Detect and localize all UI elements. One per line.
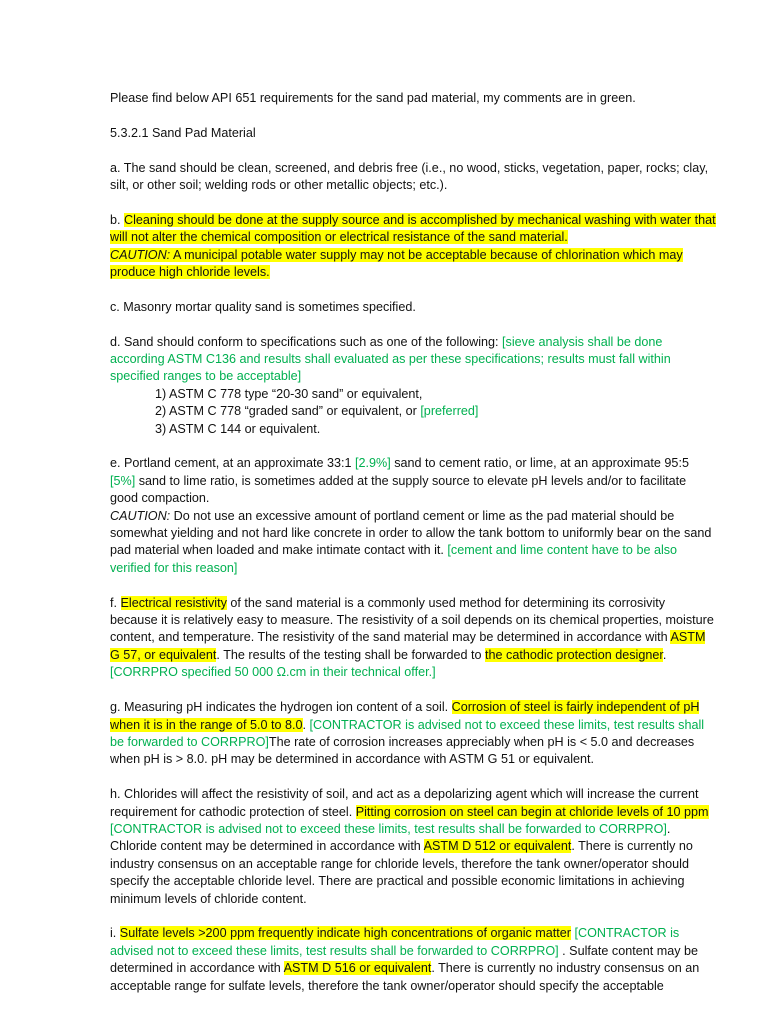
item-d-3: 3) ASTM C 144 or equivalent.: [155, 421, 321, 436]
item-d-text: d. Sand should conform to specifications such as one of the following:: [110, 334, 503, 349]
item-g-highlight: Corrosion of steel is fairly independent of pH when it is in the range of 5.0 to 8.0: [110, 700, 700, 732]
item-e-text-1: e. Portland cement, at an approximate 33:1: [110, 456, 356, 471]
item-f-text-2: . The results of the testing shall be forwarded to: [216, 647, 486, 662]
item-f-highlight-3: the cathodic protection designer: [485, 647, 663, 662]
item-f-highlight-2: ASTM G 57, or equivalent: [110, 630, 706, 662]
item-d: [110, 334, 716, 386]
item-g: [110, 699, 716, 769]
item-h-text-4: . There is currently no industry consensus on an acceptable range for chloride levels, therefore the tank owner/operator should specify the acceptable chloride level. There are practical and possible economic limitations in achieving minimum levels of chloride content.: [110, 839, 693, 906]
intro-paragraph: Please find below API 651 requirements for the sand pad material, my comments are in green.: [110, 91, 636, 105]
item-d-2: [110, 403, 716, 420]
item-i-highlight-1: Sulfate levels >200 ppm frequently indicate high concentrations of organic matter: [119, 926, 571, 941]
item-i-highlight-2: ASTM D 516 or equivalent: [283, 961, 432, 976]
item-f-prefix: f.: [110, 595, 121, 610]
item-i-text-2: . Sulfate content may be determined in accordance with: [110, 943, 698, 976]
item-f: [110, 595, 716, 682]
item-h-text-1: h. Chlorides will affect the resistivity of soil, and act as a depolarizing agent which will increase the current requirement for cathodic protection of steel.: [110, 787, 699, 819]
item-h-comment: [CONTRACTOR is advised not to exceed these limits, test results shall be forwarded to CORRPRO]: [110, 821, 667, 836]
caution-label: CAUTION:: [110, 508, 171, 523]
item-e-comment-1: [2.9%]: [355, 456, 391, 471]
item-i-comment: [CONTRACTOR is advised not to exceed these limits, test results shall be forwarded to CORRPRO]: [110, 926, 680, 958]
item-h-highlight-2: ASTM D 512 or equivalent: [423, 839, 572, 854]
item-f-comment: [CORRPRO specified 50 000 Ω.cm in their technical offer.]: [110, 665, 436, 680]
item-g-text-1: g. Measuring pH indicates the hydrogen ion content of a soil.: [110, 700, 452, 715]
caution-text: Do not use an excessive amount of portland cement or lime as the pad material should be somewhat yielding and not hard like concrete in order to allow the tank bottom to uniformly bear on the sand pad material when loaded and make intimate contact with it.: [110, 508, 712, 558]
item-g-comment: [CONTRACTOR is advised not to exceed these limits, test results shall be forwarded to CORRPRO]: [110, 717, 705, 749]
item-d-1: 1) ASTM C 778 type “20-30 sand” or equivalent,: [155, 386, 423, 401]
item-h-highlight-1: Pitting corrosion on steel can begin at chloride levels of 10 ppm: [355, 804, 709, 819]
item-g-text-2: .: [302, 717, 310, 732]
item-i: [110, 925, 716, 995]
item-d-2-text: 2) ASTM C 778 “graded sand” or equivalent, or: [155, 404, 421, 419]
item-f-text-1: of the sand material is a commonly used method for determining its corrosivity because it is relatively easy to measure. The resistivity of a soil depends on its chemical properties, moisture content, and temperature. The resistivity of the sand material may be determined in accordance with: [110, 595, 714, 645]
document-page: [110, 90, 716, 995]
caution-text: A municipal potable water supply may not be acceptable because of chlorination which may produce high chloride levels.: [110, 247, 683, 280]
item-c: c. Masonry mortar quality sand is sometimes specified.: [110, 299, 416, 314]
item-e-text-2: sand to cement ratio, or lime, at an approximate 95:5: [390, 456, 689, 471]
item-g-text-3: The rate of corrosion increases appreciably when pH is < 5.0 and decreases when pH is > 8.0. pH may be determined in accordance with ASTM G 51 or equivalent.: [110, 734, 695, 767]
item-a: a. The sand should be clean, screened, and debris free (i.e., no wood, sticks, vegetation, paper, rocks; clay, silt, or other soil; welding rods or other metallic objects; etc.).: [110, 160, 709, 192]
item-e-text-3: sand to lime ratio, is sometimes added at the supply source to elevate pH levels and/or to facilitate good compaction.: [110, 473, 687, 506]
item-e-caution: [110, 508, 716, 578]
item-e-caution-comment: [cement and lime content have to be also verified for this reason]: [110, 543, 678, 575]
item-d-comment: [sieve analysis shall be done according ASTM C136 and results shall evaluated as per these specifications; results must fall within specified ranges to be acceptable]: [110, 334, 671, 384]
item-f-text-3: .: [662, 647, 667, 662]
item-b-highlight: Cleaning should be done at the supply source and is accomplished by mechanical washing with water that will not alter the chemical composition or electrical resistance of the sand material.: [110, 212, 716, 245]
item-d-2-comment: [preferred]: [420, 404, 479, 419]
section-heading: 5.3.2.1 Sand Pad Material: [110, 125, 256, 140]
item-i-prefix: i.: [110, 926, 120, 941]
item-i-text-3: . There is currently no industry consensus on an acceptable range for sulfate levels, therefore the tank owner/operator should specify the acceptable: [110, 961, 700, 993]
caution-label: CAUTION:: [110, 247, 171, 262]
item-b: [110, 212, 716, 247]
item-h-text-3: . Chloride content may be determined in accordance with: [110, 821, 671, 854]
item-e: [110, 455, 716, 507]
item-b-caution: [110, 247, 716, 282]
item-b-prefix: b.: [110, 212, 125, 227]
item-f-highlight-1: Electrical resistivity: [120, 595, 227, 610]
item-h: [110, 786, 716, 908]
item-e-comment-2: [5%]: [110, 473, 136, 488]
